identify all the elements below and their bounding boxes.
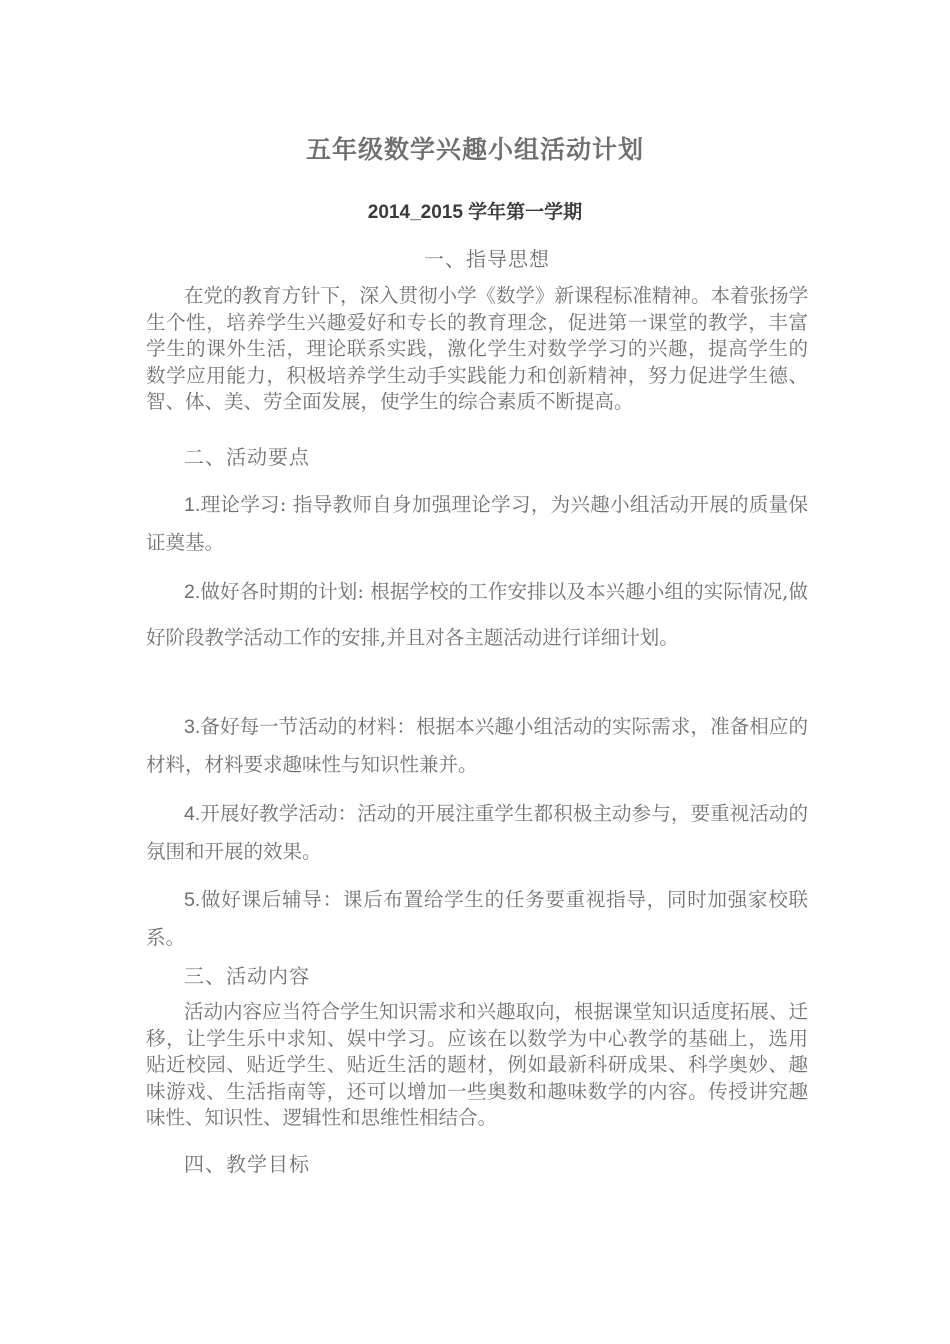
activity-point-number: 2. — [184, 581, 201, 603]
section-heading-activity-content: 三、活动内容 — [184, 964, 310, 988]
document-title: 五年级数学兴趣小组活动计划 — [305, 135, 644, 164]
activity-point-item — [146, 881, 808, 956]
activity-point-number: 3. — [184, 716, 201, 738]
activity-point-text: 做好各时期的计划: 根据学校的工作安排以及本兴趣小组的实际情况,做好阶段教学活动工作的安排,并且对各主题活动进行详细计划。 — [146, 580, 808, 649]
activity-point-item — [146, 486, 808, 561]
section-heading-teaching-goals: 四、教学目标 — [184, 1152, 310, 1176]
activity-point-number: 1. — [184, 494, 201, 516]
activity-point-item — [146, 708, 808, 783]
section-heading-activity-points: 二、活动要点 — [184, 445, 310, 469]
activity-point-text: 理论学习: 指导教师自身加强理论学习，为兴趣小组活动开展的质量保证奠基。 — [146, 493, 808, 554]
section-body-activity-content: 活动内容应当符合学生知识需求和兴趣取向，根据课堂知识适度拓展、迁移，让学生乐中求知、娱中学习。应该在以数学为中心教学的基础上，选用贴近校园、贴近学生、贴近生活的题材，例如最新科研成果、科学奥妙、趣味游戏、生活指南等，还可以增加一些奥数和趣味数学的内容。传授讲究趣味性、知识性、逻辑性和思维性相结合。 — [146, 1000, 809, 1129]
activity-point-number: 5. — [184, 889, 201, 911]
activity-point-number: 4. — [184, 803, 201, 825]
activity-point-item — [146, 795, 808, 870]
section-heading-guiding-ideology: 一、指导思想 — [424, 247, 550, 271]
activity-point-text: 备好每一节活动的材料：根据本兴趣小组活动的实际需求，准备相应的材料，材料要求趣味性与知识性兼并。 — [146, 715, 808, 776]
activity-point-text: 开展好教学活动：活动的开展注重学生都积极主动参与，要重视活动的氛围和开展的效果。 — [146, 802, 808, 863]
activity-point-text: 做好课后辅导：课后布置给学生的任务要重视指导，同时加强家校联系。 — [146, 888, 808, 949]
activity-point-item — [146, 569, 808, 660]
document-subtitle: 2014_2015 学年第一学期 — [367, 202, 583, 223]
section-body-guiding-ideology: 在党的教育方针下，深入贯彻小学《数学》新课程标准精神。本着张扬学生个性，培养学生兴趣爱好和专长的教育理念，促进第一课堂的教学，丰富学生的课外生活，理论联系实践，激化学生对数学学习的兴趣，提高学生的数学应用能力，积极培养学生动手实践能力和创新精神，努力促进学生德、智、体、美、劳全面发展，使学生的综合素质不断提高。 — [146, 284, 809, 413]
